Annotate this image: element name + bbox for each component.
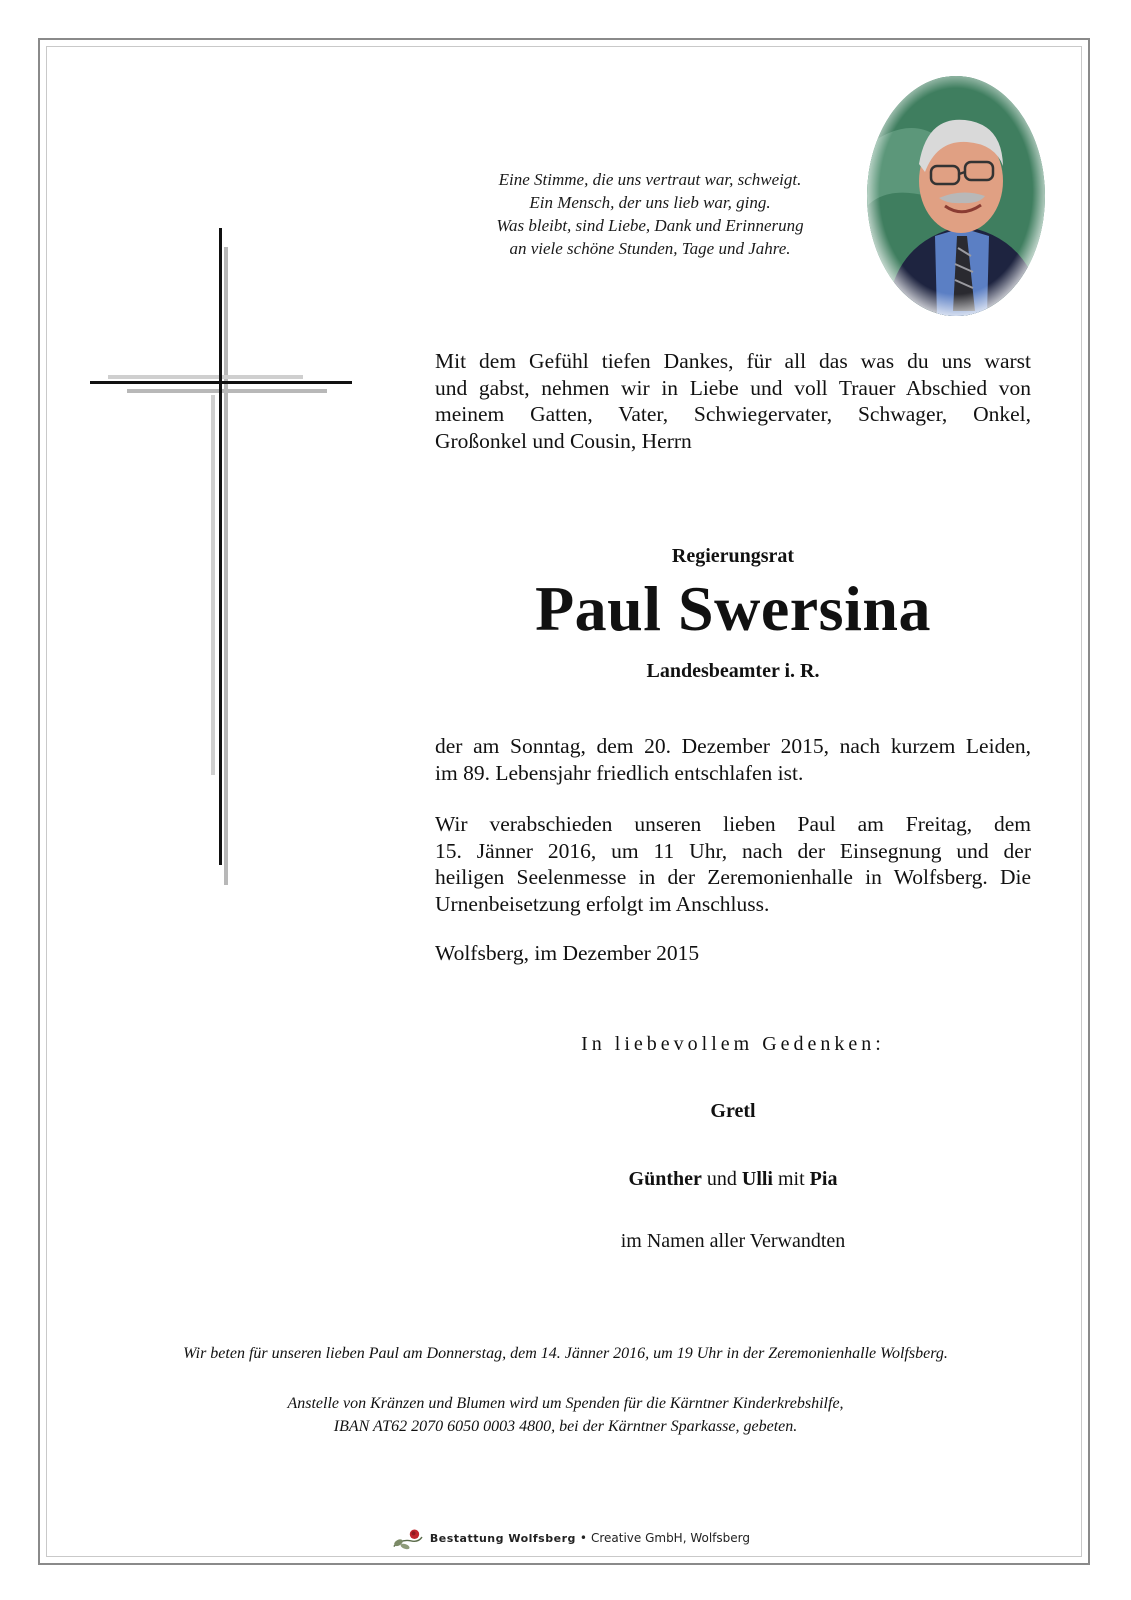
deceased-title-below: Landesbeamter i. R. xyxy=(646,660,820,682)
intro-paragraph xyxy=(435,348,1031,454)
intro-line: Mit dem Gefühl tiefen Dankes, für all das was du uns warst xyxy=(435,349,1031,373)
intro-line: und gabst, nehmen wir in Liebe und voll Trauer Abschied von xyxy=(435,375,1031,400)
poem-line: an viele schöne Stunden, Tage und Jahre. xyxy=(509,239,791,258)
funeral-line: Urnenbeisetzung erfolgt im Anschluss. xyxy=(435,891,770,916)
memory-heading: In liebevollem Gedenken: xyxy=(581,1033,885,1055)
mourner-conjunction: mit xyxy=(778,1168,805,1190)
intro-line: meinem Gatten, Vater, Schwiegervater, Schwager, Onkel, xyxy=(435,402,1031,426)
funeral-line: heiligen Seelenmesse in der Zeremonienhalle in Wolfsberg. Die xyxy=(435,865,1031,889)
death-notice-line: im 89. Lebensjahr friedlich entschlafen ist. xyxy=(435,760,804,785)
funeral-line: Wir verabschieden unseren lieben Paul am Freitag, dem xyxy=(435,812,1031,836)
deceased-title-above: Regierungsrat xyxy=(671,545,795,567)
poem-line: Ein Mensch, der uns lieb war, ging. xyxy=(529,193,771,212)
mourner-spouse: Gretl xyxy=(710,1100,756,1122)
funeral-line: 15. Jänner 2016, um 11 Uhr, nach der Einsegnung und der xyxy=(435,838,1031,863)
death-notice-line: der am Sonntag, dem 20. Dezember 2015, nach kurzem Leiden, xyxy=(435,734,1031,758)
mourner-relatives: im Namen aller Verwandten xyxy=(620,1230,846,1252)
mourner-conjunction: und xyxy=(706,1168,737,1190)
mourner-name: Günther xyxy=(628,1168,702,1190)
footer-credit xyxy=(390,1523,750,1553)
poem-line: Was bleibt, sind Liebe, Dank und Erinnerung xyxy=(496,216,804,235)
footer-company: Creative GmbH, Wolfsberg xyxy=(590,1531,750,1545)
place-date: Wolfsberg, im Dezember 2015 xyxy=(435,941,700,965)
prayer-notice: Wir beten für unseren lieben Paul am Donnerstag, dem 14. Jänner 2016, um 19 Uhr in der Zeremonienhalle Wolfsberg. xyxy=(183,1345,948,1362)
rose-logo-icon xyxy=(390,1525,424,1551)
footer-brand: Bestattung Wolfsberg xyxy=(429,1531,576,1545)
deceased-name: Paul Swersina xyxy=(535,573,931,644)
footer-separator: • xyxy=(579,1531,587,1545)
mourner-name: Pia xyxy=(809,1168,838,1190)
poem xyxy=(430,168,870,260)
death-notice xyxy=(435,733,1031,786)
mourner-family xyxy=(435,1168,1031,1191)
donation-line: Anstelle von Kränzen und Blumen wird um Spenden für die Kärntner Kinderkrebshilfe, xyxy=(287,1395,844,1412)
cross-icon xyxy=(80,225,370,885)
funeral-notice xyxy=(435,811,1031,917)
mourner-name: Ulli xyxy=(741,1168,773,1190)
portrait-photo xyxy=(867,76,1045,316)
poem-line: Eine Stimme, die uns vertraut war, schweigt. xyxy=(498,170,802,189)
donation-line: IBAN AT62 2070 6050 0003 4800, bei der Kärntner Sparkasse, gebeten. xyxy=(333,1418,798,1435)
donation-notice xyxy=(60,1392,1071,1438)
intro-line: Großonkel und Cousin, Herrn xyxy=(435,428,692,453)
